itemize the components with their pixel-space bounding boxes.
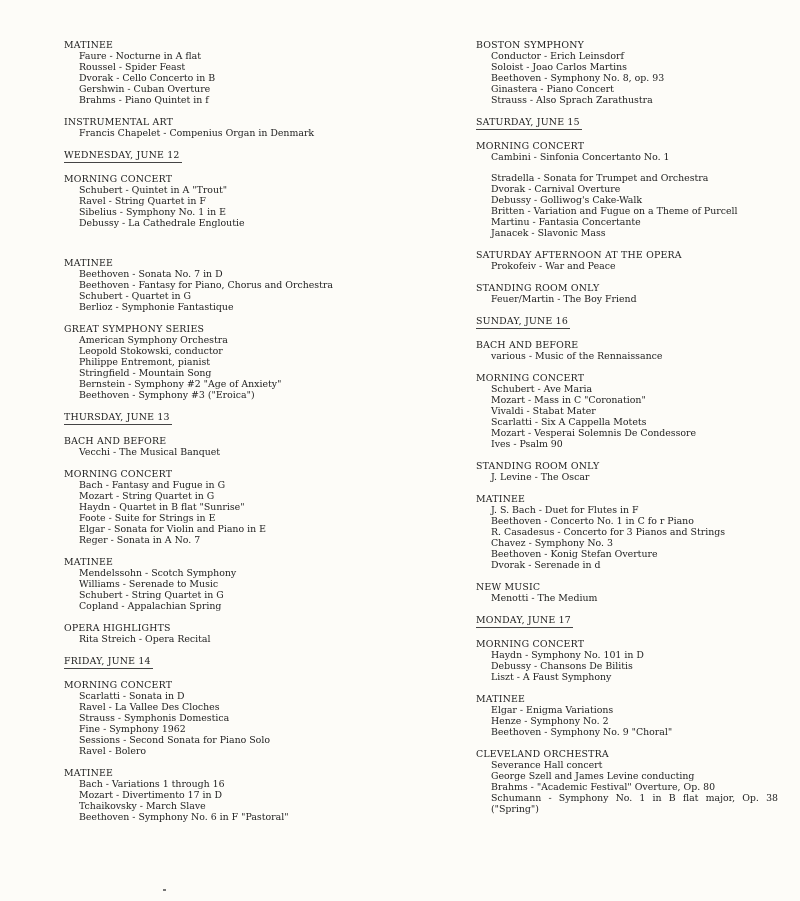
section-title: MORNING CONCERT	[476, 373, 585, 384]
program-item: Vecchi - The Musical Banquet	[79, 447, 221, 458]
program-item: Williams - Serenade to Music	[79, 579, 219, 590]
program-section	[64, 557, 404, 612]
program-item: Ravel - Bolero	[79, 746, 147, 757]
program-section	[64, 680, 404, 757]
program-item: Bach - Fantasy and Fugue in G	[79, 480, 226, 491]
program-item: Ravel - String Quartet in F	[79, 196, 206, 207]
section-title: GREAT SYMPHONY SERIES	[64, 324, 205, 335]
program-item: J. S. Bach - Duet for Flutes in F	[491, 505, 639, 516]
section-title: OPERA HIGHLIGHTS	[64, 623, 171, 634]
program-item: Brahms - Piano Quintet in f	[79, 95, 209, 106]
date-heading-thursday-june-13: THURSDAY, JUNE 13	[64, 412, 170, 423]
section-title: BACH AND BEFORE	[64, 436, 167, 447]
program-item: R. Casadesus - Concerto for 3 Pianos and Strings	[491, 527, 726, 538]
program-item: Roussel - Spider Feast	[79, 62, 186, 73]
program-item: Scarlatti - Sonata in D	[79, 691, 185, 702]
program-item: Debussy - La Cathedrale Engloutie	[79, 218, 245, 229]
section-title: MATINEE	[64, 768, 114, 779]
program-item: Cambini - Sinfonia Concertanto No. 1	[491, 152, 670, 163]
section-title: MATINEE	[476, 494, 526, 505]
section-title: BOSTON SYMPHONY	[476, 40, 585, 51]
section-title: MATINEE	[64, 557, 114, 568]
program-item: Faure - Nocturne in A flat	[79, 51, 201, 62]
program-item: George Szell and James Levine conducting	[491, 771, 695, 782]
right-column	[476, 40, 778, 826]
program-item: Dvorak - Cello Concerto in B	[79, 73, 216, 84]
program-item: Conductor - Erich Leinsdorf	[491, 51, 624, 62]
program-item: Sibelius - Symphony No. 1 in E	[79, 207, 226, 218]
program-item: Tchaikovsky - March Slave	[79, 801, 206, 812]
program-item: Fine - Symphony 1962	[79, 724, 186, 735]
program-item: Mozart - Vesperai Solemnis De Condessore	[491, 428, 697, 439]
section-title: MORNING CONCERT	[476, 639, 585, 650]
program-item: Rita Streich - Opera Recital	[79, 634, 211, 645]
section-title: MORNING CONCERT	[64, 680, 173, 691]
program-item: Martinu - Fantasia Concertante	[491, 217, 641, 228]
program-item: Ravel - La Vallee Des Cloches	[79, 702, 220, 713]
program-item: Vivaldi - Stabat Mater	[491, 406, 596, 417]
program-item: Copland - Appalachian Spring	[79, 601, 222, 612]
date-heading-friday-june-14: FRIDAY, JUNE 14	[64, 656, 151, 667]
spacer	[64, 229, 404, 247]
program-item: Foote - Suite for Strings in E	[79, 513, 216, 524]
program-item: Mozart - Divertimento 17 in D	[79, 790, 223, 801]
program-item: Elgar - Sonata for Violin and Piano in E	[79, 524, 266, 535]
program-section	[64, 174, 404, 247]
program-section	[476, 340, 778, 362]
section-title: BACH AND BEFORE	[476, 340, 579, 351]
program-section	[64, 623, 404, 645]
program-item: Soloist - Joao Carlos Martins	[491, 62, 627, 73]
program-item: Dvorak - Carnival Overture	[491, 184, 621, 195]
program-item: Beethoven - Symphony No. 6 in F "Pastoral"	[79, 812, 289, 823]
program-item: Chavez - Symphony No. 3	[491, 538, 613, 549]
program-item: Beethoven - Symphony No. 8, op. 93	[491, 73, 665, 84]
program-section	[476, 461, 778, 483]
program-section	[64, 324, 404, 401]
program-section	[64, 258, 404, 313]
program-section	[64, 117, 404, 139]
program-section	[476, 639, 778, 683]
section-title: STANDING ROOM ONLY	[476, 283, 600, 294]
spacer	[476, 163, 778, 173]
program-section	[476, 141, 778, 239]
program-item: Schubert - Quartet in G	[79, 291, 192, 302]
section-title: SATURDAY AFTERNOON AT THE OPERA	[476, 250, 682, 261]
section-title: INSTRUMENTAL ART	[64, 117, 174, 128]
program-item: Mendelssohn - Scotch Symphony	[79, 568, 237, 579]
program-item: Berlioz - Symphonie Fantastique	[79, 302, 234, 313]
program-item: Scarlatti - Six A Cappella Motets	[491, 417, 647, 428]
program-item: Beethoven - Konig Stefan Overture	[491, 549, 658, 560]
program-item: Philippe Entremont, pianist	[79, 357, 211, 368]
program-item: Brahms - "Academic Festival" Overture, Op. 80	[491, 782, 716, 793]
program-item: Sessions - Second Sonata for Piano Solo	[79, 735, 270, 746]
section-title: STANDING ROOM ONLY	[476, 461, 600, 472]
program-item: Ives - Psalm 90	[491, 439, 563, 450]
program-item: Britten - Variation and Fugue on a Theme of Purcell	[491, 206, 738, 217]
program-item: Ginastera - Piano Concert	[491, 84, 614, 95]
program-section	[476, 694, 778, 738]
program-item: Menotti - The Medium	[491, 593, 598, 604]
program-section	[64, 40, 404, 106]
program-item: Reger - Sonata in A No. 7	[79, 535, 201, 546]
program-item: J. Levine - The Oscar	[491, 472, 590, 483]
program-item: Liszt - A Faust Symphony	[491, 672, 612, 683]
program-item: various - Music of the Rennaissance	[491, 351, 663, 362]
program-section	[476, 373, 778, 450]
program-item: Mozart - String Quartet in G	[79, 491, 215, 502]
program-section	[64, 469, 404, 546]
date-heading-monday-june-17: MONDAY, JUNE 17	[476, 615, 571, 626]
program-item: Gershwin - Cuban Overture	[79, 84, 211, 95]
program-item: Beethoven - Concerto No. 1 in C fo r Piano	[491, 516, 694, 527]
program-item: Beethoven - Fantasy for Piano, Chorus and Orchestra	[79, 280, 333, 291]
program-item: Elgar - Enigma Variations	[491, 705, 614, 716]
program-item: Strauss - Symphonis Domestica	[79, 713, 230, 724]
program-item: Prokofeiv - War and Peace	[491, 261, 616, 272]
left-column	[64, 40, 404, 834]
program-item: Feuer/Martin - The Boy Friend	[491, 294, 637, 305]
program-item: Strauss - Also Sprach Zarathustra	[491, 95, 653, 106]
program-section	[64, 768, 404, 823]
page-mark	[163, 889, 166, 891]
program-item: Haydn - Symphony No. 101 in D	[491, 650, 644, 661]
program-section	[476, 494, 778, 571]
date-heading-sunday-june-16: SUNDAY, JUNE 16	[476, 316, 568, 327]
program-item: Schumann - Symphony No. 1 in B flat major, Op. 38 ("Spring")	[491, 793, 778, 815]
date-heading-saturday-june-15: SATURDAY, JUNE 15	[476, 117, 580, 128]
program-item: Leopold Stokowski, conductor	[79, 346, 223, 357]
program-item: Mozart - Mass in C "Coronation"	[491, 395, 646, 406]
program-item: Bernstein - Symphony #2 "Age of Anxiety"	[79, 379, 282, 390]
program-item: Francis Chapelet - Compenius Organ in Denmark	[79, 128, 315, 139]
program-item: American Symphony Orchestra	[79, 335, 228, 346]
program-item: Beethoven - Symphony #3 ("Eroica")	[79, 390, 255, 401]
section-title: MATINEE	[64, 258, 114, 269]
section-title: MORNING CONCERT	[64, 469, 173, 480]
program-item: Schubert - Quintet in A "Trout"	[79, 185, 228, 196]
program-item: Bach - Variations 1 through 16	[79, 779, 225, 790]
program-item: Stringfield - Mountain Song	[79, 368, 212, 379]
program-section	[64, 436, 404, 458]
program-item: Janacek - Slavonic Mass	[491, 228, 606, 239]
program-item: Beethoven - Sonata No. 7 in D	[79, 269, 223, 280]
program-item: Dvorak - Serenade in d	[491, 560, 601, 571]
program-section	[476, 250, 778, 272]
section-title: CLEVELAND ORCHESTRA	[476, 749, 609, 760]
program-item: Stradella - Sonata for Trumpet and Orchestra	[491, 173, 709, 184]
section-title: MATINEE	[64, 40, 114, 51]
program-section	[476, 749, 778, 815]
program-item: Debussy - Golliwog's Cake-Walk	[491, 195, 643, 206]
program-section	[476, 283, 778, 305]
program-section	[476, 582, 778, 604]
program-item: Debussy - Chansons De Bilitis	[491, 661, 633, 672]
program-item: Henze - Symphony No. 2	[491, 716, 609, 727]
program-item: Schubert - Ave Maria	[491, 384, 593, 395]
program-item: Severance Hall concert	[491, 760, 603, 771]
section-title: MATINEE	[476, 694, 526, 705]
section-title: MORNING CONCERT	[64, 174, 173, 185]
program-item: Beethoven - Symphony No. 9 "Choral"	[491, 727, 673, 738]
program-item: Schubert - String Quartet in G	[79, 590, 224, 601]
section-title: NEW MUSIC	[476, 582, 541, 593]
program-item: Haydn - Quartet in B flat "Sunrise"	[79, 502, 245, 513]
section-title: MORNING CONCERT	[476, 141, 585, 152]
program-section	[476, 40, 778, 106]
date-heading-wednesday-june-12: WEDNESDAY, JUNE 12	[64, 150, 180, 161]
